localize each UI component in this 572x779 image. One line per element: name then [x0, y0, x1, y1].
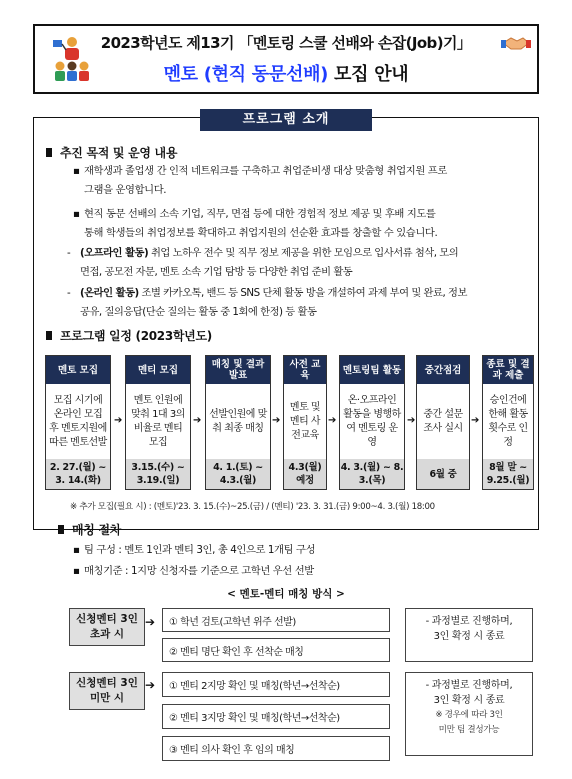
case2-step-2: ② 멘티 3지망 확인 및 매칭(학년→선착순)	[162, 704, 390, 729]
case2-step-1: ① 멘티 2지망 확인 및 매칭(학년→선착순)	[162, 672, 390, 697]
matching-heading: 매칭 절차	[58, 521, 121, 538]
schedule-heading: 프로그램 일정 (2023학년도)	[46, 327, 212, 344]
case1-note: - 과정별로 진행하며, 3인 확정 시 종료	[405, 608, 533, 662]
header-banner	[33, 24, 539, 94]
matching-bullet-criteria: ▪ 매칭기준 : 1지망 신청자를 기준으로 고학년 우선 선발	[73, 565, 314, 577]
purpose-bullet-2: ▪ 현직 동문 선배의 소속 기업, 직무, 면접 등에 대한 경험적 정보 제공 및 후배 지도를 통해 학생들의 취업정보를 확대하고 취업지원의 선순환 효과를 창출할 수 있습니다.	[73, 208, 438, 239]
arrow-right-icon: ➔	[193, 415, 202, 426]
arrow-right-icon: ➔	[471, 415, 480, 426]
matching-subtitle: < 멘토-멘티 매칭 방식 >	[227, 588, 345, 600]
arrow-right-icon: ➔	[328, 415, 337, 426]
offline-activity: - (오프라인 활동) 취업 노하우 전수 및 직무 정보 제공을 위한 모임으로 입사서류 첨삭, 모의 면접, 공모전 자문, 멘토 소속 기업 탐방 등 다양한 취업 준비 활동	[67, 247, 459, 278]
arrow-right-icon: ➔	[145, 615, 156, 629]
online-activity: - (온라인 활동) 조별 카카오톡, 밴드 등 SNS 단체 활동 방을 개설하여 과제 부여 및 완료, 정보 공유, 질의응답(단순 질의는 활동 중 1회에 한정) 등 활동	[67, 287, 467, 318]
title-accent: 멘토 (현직 동문선배)	[163, 64, 329, 85]
title-rest: 모집 안내	[328, 64, 409, 85]
arrow-right-icon: ➔	[407, 415, 416, 426]
schedule-step-mentor-recruit: 멘토 모집 모집 시기에 온라인 모집 후 멘토지원에 따른 멘토선발 2. 27.(월) ~ 3. 14.(화)	[45, 355, 111, 490]
case1-step-2: ② 멘티 명단 확인 후 선착순 매칭	[162, 638, 390, 662]
matching-bullet-team: ▪ 팀 구성 : 멘토 1인과 멘티 3인, 총 4인으로 1개팀 구성	[73, 544, 316, 556]
title-recruit	[35, 60, 537, 86]
schedule-step-matching: 매칭 및 결과발표 선발인원에 맞춰 최종 매칭 4. 1.(토) ~ 4.3.(월)	[205, 355, 271, 490]
case2-step-3: ③ 멘티 의사 확인 후 임의 매칭	[162, 736, 390, 761]
arrow-right-icon: ➔	[114, 415, 123, 426]
schedule-step-mentoring: 멘토링팀 활동 온·오프라인 활동을 병행하여 멘토링 운영 4. 3.(월) ~ 8. 3.(목)	[339, 355, 405, 490]
case-under-three-label: 신청멘티 3인 미만 시	[69, 672, 145, 710]
purpose-bullet-1: ▪ 재학생과 졸업생 간 인적 네트워크를 구축하고 취업준비생 대상 맞춤형 취업지원 프로 그램을 운영합니다.	[73, 165, 447, 196]
schedule-step-mentee-recruit: 멘티 모집 멘토 인원에 맞춰 1대 3의 비율로 멘티 모집 3.15.(수) ~ 3.19.(일)	[125, 355, 191, 490]
schedule-step-final: 종료 및 결과 제출 승인건에 한해 활동 횟수로 인정 8월 말 ~ 9.25.(월)	[482, 355, 534, 490]
arrow-right-icon: ➔	[272, 415, 281, 426]
case2-note: - 과정별로 진행하며, 3인 확정 시 종료 ※ 경우에 따라 3인 미만 팀 결성가능	[405, 672, 533, 756]
case1-step-1: ① 학년 검토(고학년 위주 선발)	[162, 608, 390, 632]
schedule-step-pre-education: 사전 교육 멘토 및 멘티 사전교육 4.3(월) 예정	[283, 355, 327, 490]
section-tab-program: 프로그램 소개	[200, 109, 372, 131]
schedule-step-midcheck: 중간점검 중간 설문조사 실시 6월 중	[416, 355, 470, 490]
title-program: 2023학년도 제13기 「멘토링 스쿨 선배와 손잡(Job)기」	[100, 34, 472, 52]
case-over-three-label: 신청멘티 3인 초과 시	[69, 608, 145, 646]
arrow-right-icon: ➔	[145, 678, 156, 692]
additional-recruit-note: ※ 추가 모집(필요 시) : (멘토)'23. 3. 15.(수)~25.(금) / (멘티) '23. 3. 31.(금) 9:00~4. 3.(월) 18:00	[70, 502, 435, 512]
purpose-heading: 추진 목적 및 운영 내용	[46, 144, 177, 161]
